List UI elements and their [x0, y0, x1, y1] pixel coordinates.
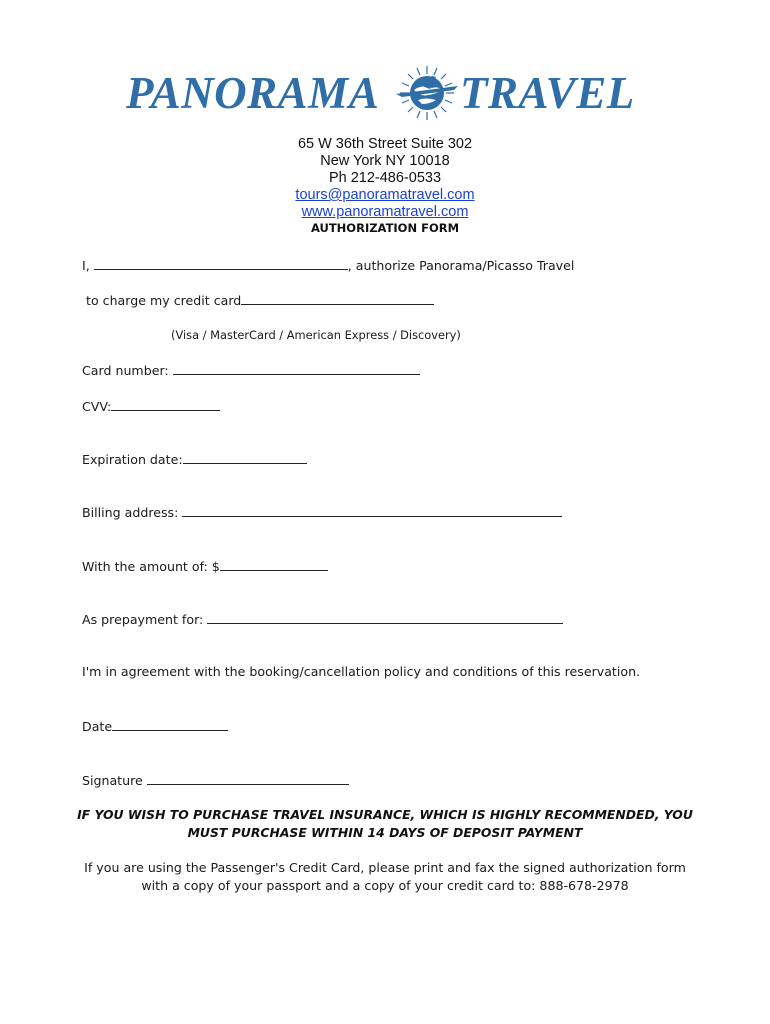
card-types-note: (Visa / MasterCard / American Express / Discovery) [171, 328, 461, 342]
address-street: 65 W 36th Street Suite 302 [297, 136, 473, 152]
name-field[interactable] [94, 257, 348, 270]
cvv-label: CVV: [82, 399, 112, 414]
agreement-text: I'm in agreement with the booking/cancellation policy and conditions of this reservation. [82, 664, 641, 679]
prepayment-field[interactable] [207, 611, 563, 624]
prepayment-row [82, 611, 563, 628]
form-title: AUTHORIZATION FORM [310, 221, 460, 235]
expiration-row [82, 451, 307, 468]
signature-label: Signature [82, 773, 143, 788]
address-phone: Ph 212-486-0533 [328, 170, 442, 186]
expiration-label: Expiration date: [82, 452, 183, 467]
charge-row [86, 292, 434, 309]
amount-label: With the amount of: $ [82, 559, 220, 574]
authorize-suffix: , authorize Panorama/Picasso Travel [347, 258, 575, 273]
insurance-notice-line1: IF YOU WISH TO PURCHASE TRAVEL INSURANCE, WHICH IS HIGHLY RECOMMENDED, YOU [77, 807, 693, 822]
authorize-row [82, 257, 574, 274]
signature-row [82, 772, 349, 789]
date-row [82, 718, 228, 735]
amount-row [82, 558, 328, 575]
authorize-prefix: I, [82, 258, 90, 273]
date-field[interactable] [112, 718, 228, 731]
card-number-row [82, 362, 420, 379]
card-number-label: Card number: [82, 363, 169, 378]
cvv-field[interactable] [111, 398, 220, 411]
signature-field[interactable] [147, 772, 349, 785]
email-link[interactable]: tours@panoramatravel.com [295, 187, 475, 203]
charge-label: to charge my credit card [86, 293, 242, 308]
insurance-notice-line2: MUST PURCHASE WITHIN 14 DAYS OF DEPOSIT PAYMENT [187, 825, 583, 840]
credit-card-field[interactable] [241, 292, 434, 305]
prepayment-label: As prepayment for: [82, 612, 204, 627]
website-link-row [0, 204, 770, 221]
fax-instructions-line1: If you are using the Passenger's Credit Card, please print and fax the signed authorization form [84, 860, 686, 875]
company-logo [122, 64, 648, 124]
sun-globe-plane-icon [392, 64, 462, 122]
logo-text-left: PANORAMA [126, 68, 380, 118]
amount-field[interactable] [220, 558, 328, 571]
billing-label: Billing address: [82, 505, 179, 520]
logo-text-right: TRAVEL [460, 68, 635, 118]
cvv-row [82, 398, 220, 415]
website-link[interactable]: www.panoramatravel.com [301, 204, 469, 220]
billing-address-field[interactable] [182, 504, 562, 517]
expiration-field[interactable] [183, 451, 307, 464]
date-label: Date [82, 719, 113, 734]
billing-row [82, 504, 562, 521]
card-number-field[interactable] [173, 362, 420, 375]
address-city: New York NY 10018 [320, 153, 450, 169]
fax-instructions-line2: with a copy of your passport and a copy of your credit card to: 888-678-2978 [141, 878, 629, 893]
email-link-row [0, 187, 770, 204]
